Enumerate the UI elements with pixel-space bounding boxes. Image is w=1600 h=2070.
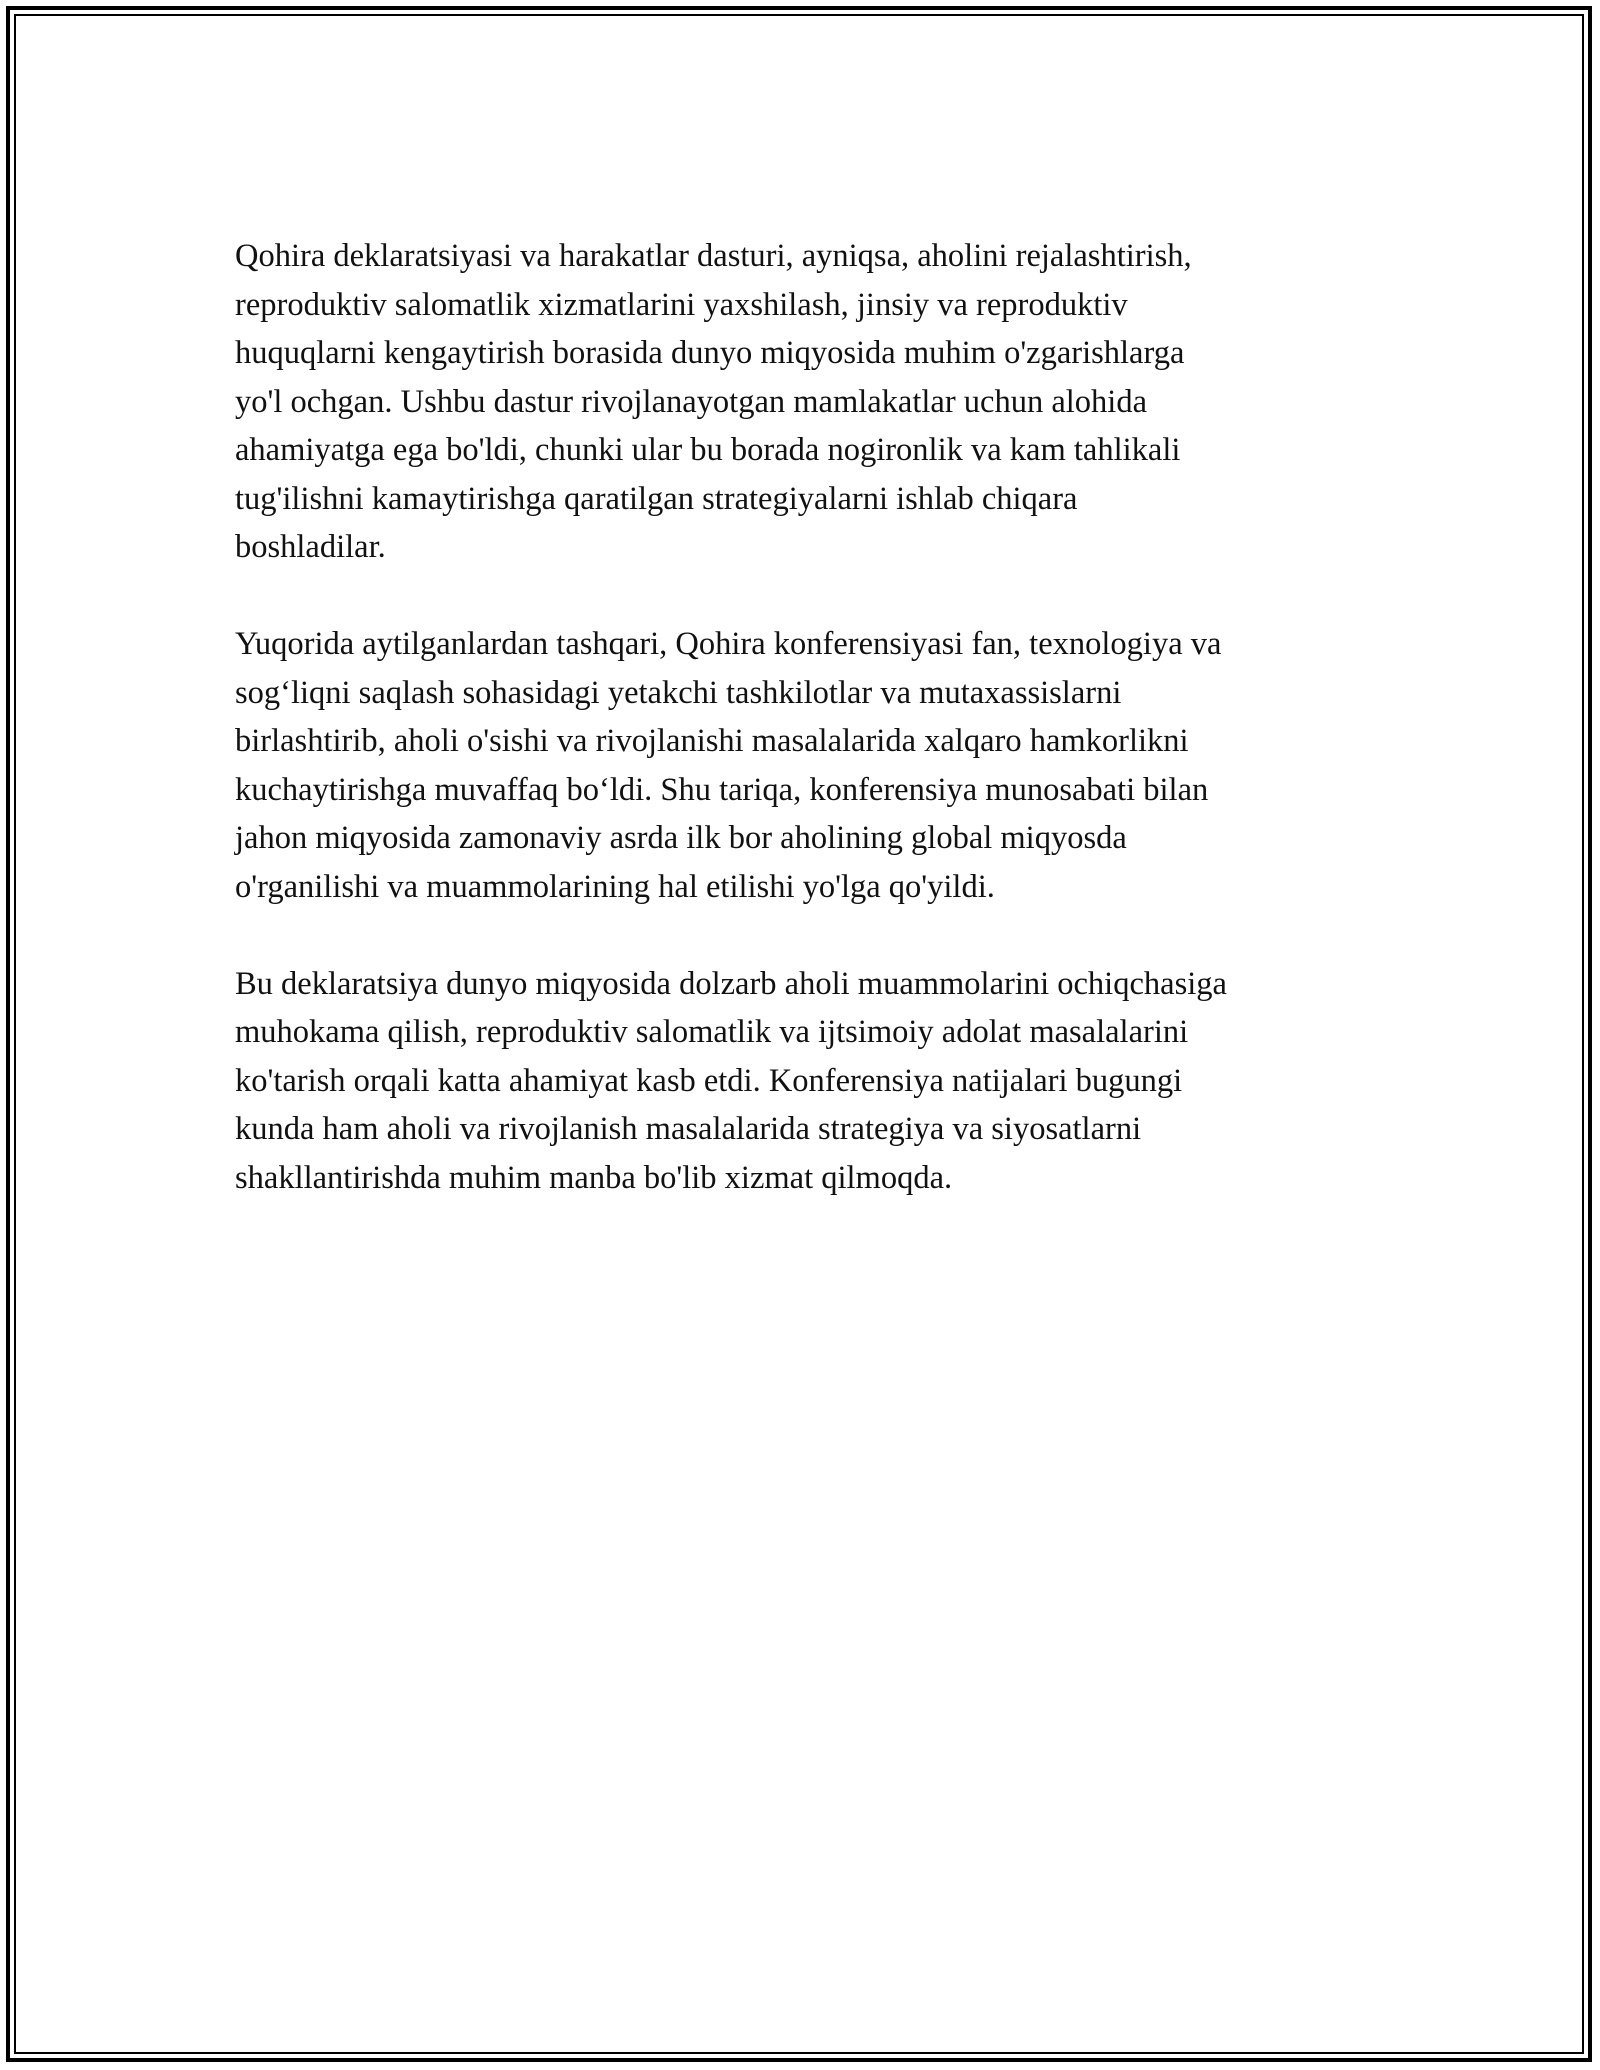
paragraph-1: Qohira deklaratsiyasi va harakatlar dasturi, ayniqsa, aholini rejalashtirish, reproduktiv salomatlik xizmatlarini yaxshilash, jinsiy va reproduktiv huquqlarni kengaytirish borasida dunyo miqyosida muhim o'zgarishlarga yo'l ochgan. Ushbu dastur rivojlanayotgan mamlakatlar uchun alohida ahamiyatga ega bo'ldi, chunki ular bu borada nogironlik va kam tahlikali tug'ilishni kamaytirishga qaratilgan strategiyalarni ishlab chiqara boshladilar. <box>235 238 1192 565</box>
paragraph-3: Bu deklaratsiya dunyo miqyosida dolzarb aholi muammolarini ochiqchasiga muhokama qilish, reproduktiv salomatlik va ijtsimoiy adolat masalalarini ko'tarish orqali katta ahamiyat kasb etdi. Konferensiya natijalari bugungi kunda ham aholi va rivojlanish masalalarida strategiya va siyosatlarni shakllantirishda muhim manba bo'lib xizmat qilmoqda. <box>235 965 1227 1196</box>
document-body <box>235 232 1365 1251</box>
paragraph-2: Yuqorida aytilganlardan tashqari, Qohira konferensiyasi fan, texnologiya va sog‘liqni saqlash sohasidagi yetakchi tashkilotlar va mutaxassislarni birlashtirib, aholi o'sishi va rivojlanishi masalalarida xalqaro hamkorlikni kuchaytirishga muvaffaq bo‘ldi. Shu tariqa, konferensiya munosabati bilan jahon miqyosida zamonaviy asrda ilk bor aholining global miqyosda o'rganilishi va muammolarining hal etilishi yo'lga qo'yildi. <box>235 626 1222 905</box>
